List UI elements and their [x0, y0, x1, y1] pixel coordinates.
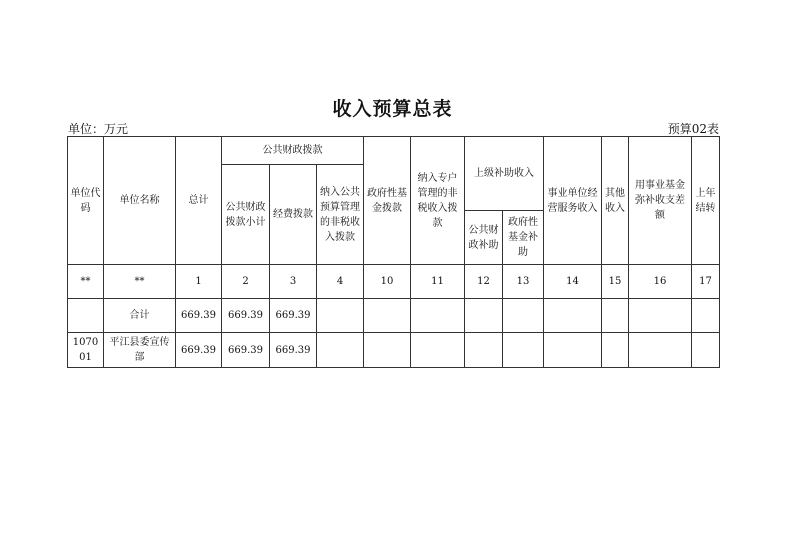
cell-empty	[364, 333, 411, 368]
cell-empty	[503, 299, 544, 333]
cell-empty	[629, 299, 692, 333]
index-cell: 1	[176, 265, 222, 299]
header-unit-code: 单位代码	[68, 137, 104, 265]
header-unit-name: 单位名称	[104, 137, 176, 265]
index-cell: 3	[270, 265, 317, 299]
header-total: 总计	[176, 137, 222, 265]
cell-unit-name: 平江县委宣传部	[104, 333, 176, 368]
index-cell: 11	[411, 265, 465, 299]
cell-empty	[692, 299, 720, 333]
cell-empty	[317, 299, 364, 333]
index-cell: 10	[364, 265, 411, 299]
header-gov-fund: 政府性基金拨款	[364, 137, 411, 265]
table-code: 预算02表	[667, 122, 719, 136]
header-other-income: 其他收入	[602, 137, 629, 265]
header-public-finance-subsidy: 公共财政补助	[465, 211, 503, 265]
header-operating-funds: 经费拨款	[270, 165, 317, 265]
index-cell: 16	[629, 265, 692, 299]
cell-total: 669.39	[176, 299, 222, 333]
header-nontax-budget: 纳入公共预算管理的非税收入拨款	[317, 165, 364, 265]
table-row	[68, 299, 720, 333]
index-row	[68, 265, 720, 299]
cell-empty	[411, 299, 465, 333]
index-cell: 13	[503, 265, 544, 299]
header-public-finance-subtotal: 公共财政拨款小计	[222, 165, 270, 265]
index-cell: **	[68, 265, 104, 299]
cell-empty	[364, 299, 411, 333]
index-cell: 14	[544, 265, 602, 299]
header-business-fund: 用事业基金弥补收支差额	[629, 137, 692, 265]
cell-empty	[317, 333, 364, 368]
unit-label: 单位：万元	[68, 122, 129, 136]
header-superior-subsidy: 上级补助收入	[465, 137, 544, 211]
cell-unit-code	[68, 299, 104, 333]
header-public-finance: 公共财政拨款	[222, 137, 364, 165]
index-cell: 15	[602, 265, 629, 299]
cell-empty	[602, 299, 629, 333]
cell-empty	[411, 333, 465, 368]
cell-operating-funds: 669.39	[270, 333, 317, 368]
cell-total: 669.39	[176, 333, 222, 368]
cell-empty	[602, 333, 629, 368]
header-gov-fund-subsidy: 政府性基金补助	[503, 211, 544, 265]
cell-empty	[544, 333, 602, 368]
cell-unit-name: 合计	[104, 299, 176, 333]
index-cell: 2	[222, 265, 270, 299]
cell-empty	[465, 333, 503, 368]
header-carryover: 上年结转	[692, 137, 720, 265]
cell-empty	[465, 299, 503, 333]
header-nontax-special: 纳入专户管理的非税收入拨款	[411, 137, 465, 265]
index-cell: 4	[317, 265, 364, 299]
budget-table	[67, 136, 720, 368]
cell-empty	[692, 333, 720, 368]
cell-empty	[503, 333, 544, 368]
cell-public-finance-subtotal: 669.39	[222, 333, 270, 368]
header-business-income: 事业单位经营服务收入	[544, 137, 602, 265]
page-title: 收入预算总表	[332, 98, 453, 120]
cell-unit-code: 107001	[68, 333, 104, 368]
cell-operating-funds: 669.39	[270, 299, 317, 333]
index-cell: 12	[465, 265, 503, 299]
index-cell: **	[104, 265, 176, 299]
cell-empty	[629, 333, 692, 368]
index-cell: 17	[692, 265, 720, 299]
cell-public-finance-subtotal: 669.39	[222, 299, 270, 333]
cell-empty	[544, 299, 602, 333]
table-row	[68, 333, 720, 368]
